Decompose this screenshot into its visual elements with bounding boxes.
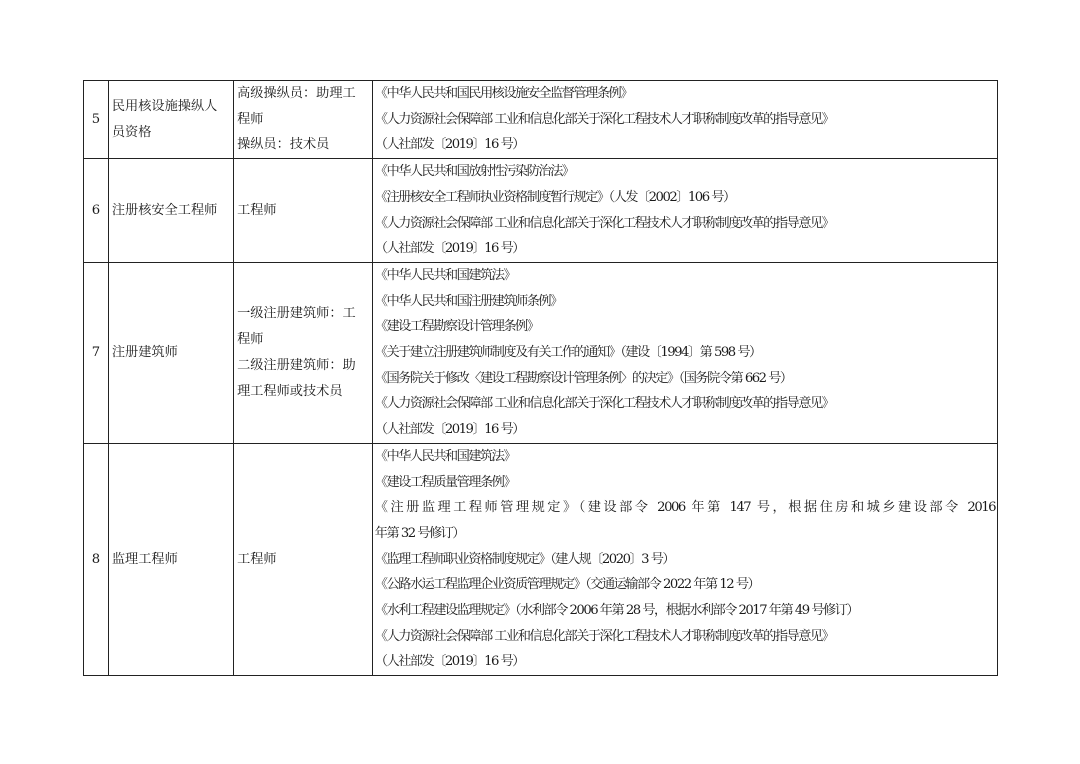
title-level (234, 262, 373, 443)
legal-basis-line: 《建设工程勘察设计管理条例》 (374, 319, 539, 335)
legal-basis (372, 443, 997, 675)
legal-basis-line: 《监理工程师职业资格制度规定》（建人规〔2020〕3 号） (374, 551, 675, 567)
table-row (84, 443, 998, 675)
title-level-line: 工程师 (237, 202, 277, 218)
title-level-line: 程师 (237, 111, 264, 127)
legal-basis-line: 《国务院关于修改〈建设工程勘察设计管理条例〉的决定》（国务院令第 662 号） (374, 370, 792, 386)
title-level-line: 高级操纵员：助理工 (237, 86, 356, 101)
legal-basis (372, 159, 997, 263)
title-level-line: 操纵员：技术员 (237, 137, 330, 153)
legal-basis-line: 《水利工程建设监理规定》（水利部令 2006 年第 28 号，根据水利部令 2017 年第 49 号修订） (374, 603, 859, 619)
legal-basis-line: （人社部发〔2019〕16 号） (374, 654, 524, 670)
legal-basis-line: 《中华人民共和国注册建筑师条例》 (374, 293, 562, 309)
table-row (84, 262, 998, 443)
legal-basis-line: 《人力资源社会保障部 工业和信息化部关于深化工程技术人才职称制度改革的指导意见》 (374, 111, 834, 127)
qualification-name-line: 注册建筑师 (111, 345, 178, 361)
table-row (84, 81, 998, 159)
title-level (234, 81, 373, 159)
row-number: 7 (84, 262, 109, 443)
qualification-name-line: 员资格 (111, 124, 152, 140)
qualification-name (108, 159, 233, 263)
legal-basis-line: 《中华人民共和国建筑法》 (374, 448, 516, 464)
title-level-line: 一级注册建筑师：工 (237, 306, 356, 322)
legal-basis-line: 《建设工程质量管理条例》 (374, 474, 516, 490)
qualification-name (108, 262, 233, 443)
title-level-line: 二级注册建筑师：助 (237, 357, 356, 373)
title-level-line: 理工程师或技术员 (237, 383, 343, 399)
qualification-table (83, 80, 998, 676)
legal-basis-line: （人社部发〔2019〕16 号） (374, 137, 524, 153)
row-number: 6 (84, 159, 109, 263)
row-number: 5 (84, 81, 109, 159)
legal-basis-line: 《人力资源社会保障部 工业和信息化部关于深化工程技术人才职称制度改革的指导意见》 (374, 628, 834, 644)
legal-basis-line: 《中华人民共和国放射性污染防治法》 (374, 164, 574, 180)
legal-basis (372, 262, 997, 443)
title-level-line: 工程师 (237, 551, 277, 567)
legal-basis-line: 《中华人民共和国民用核设施安全监督管理条例》 (374, 86, 632, 101)
qualification-name (108, 81, 233, 159)
title-level-line: 程师 (237, 332, 264, 348)
legal-basis-line: 《人力资源社会保障部 工业和信息化部关于深化工程技术人才职称制度改革的指导意见》 (374, 215, 834, 231)
title-level (234, 443, 373, 675)
qualification-name-line: 注册核安全工程师 (111, 202, 218, 218)
legal-basis-line: 《公路水运工程监理企业资质管理规定》（交通运输部令 2022 年第 12 号） (374, 577, 760, 593)
table-row (84, 159, 998, 263)
legal-basis-line: 《注册核安全工程师执业资格制度暂行规定》（人发〔2002〕106 号） (374, 189, 735, 205)
legal-basis-line: 年第 32 号修订） (374, 525, 465, 541)
legal-basis-line: 《关于建立注册建筑师制度及有关工作的通知》（建设〔1994〕第 598 号） (374, 345, 761, 361)
legal-basis-line: 《注册监理工程师管理规定》（建设部令 2006 年第 147 号，根据住房和城乡建设部令 2016 (374, 500, 995, 516)
legal-basis-line: 《人力资源社会保障部 工业和信息化部关于深化工程技术人才职称制度改革的指导意见》 (374, 396, 834, 412)
title-level (234, 159, 373, 263)
legal-basis-line: 《中华人民共和国建筑法》 (374, 267, 516, 283)
qualification-name (108, 443, 233, 675)
legal-basis-line: （人社部发〔2019〕16 号） (374, 422, 524, 438)
row-number: 8 (84, 443, 109, 675)
legal-basis (372, 81, 997, 159)
legal-basis-line: （人社部发〔2019〕16 号） (374, 241, 524, 257)
qualification-name-line: 监理工程师 (111, 551, 178, 567)
qualification-name-line: 民用核设施操纵人 (111, 98, 218, 114)
